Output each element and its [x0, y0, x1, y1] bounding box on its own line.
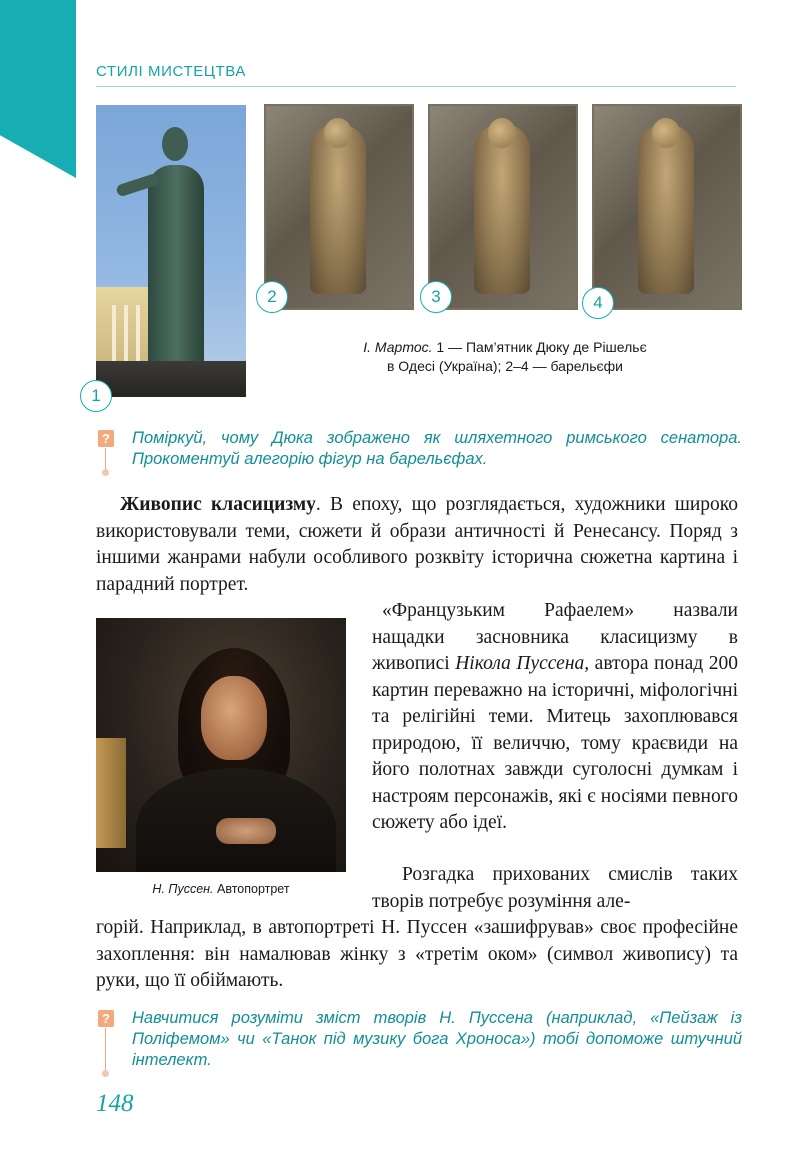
figure-number-2: 2	[256, 281, 288, 313]
bas-relief-3	[428, 104, 578, 310]
monument-caption	[300, 338, 710, 376]
paragraph-allegory-end: горій. Наприклад, в автопортреті Н. Пуссен «зашифрував» своє професійне захоплення: він намалював жінку з «третім оком» (символ живопису) та руки, що її обіймають.	[96, 917, 738, 991]
bas-relief-4	[592, 104, 742, 310]
portrait-caption-title: Автопортрет	[213, 882, 290, 896]
figure-number-3: 3	[420, 281, 452, 313]
paragraph-text: . В епоху, що розглядається, художники широко використовували теми, сюжети й образи античності й Ренесансу. Поряд з іншими жанрами набули особливого розквіту історична сюжетна картина і парадний портрет.	[96, 494, 739, 595]
question-icon: ?	[98, 1010, 114, 1027]
bas-relief-2	[264, 104, 414, 310]
statue-head	[162, 127, 188, 161]
relief-figure	[638, 124, 694, 294]
paragraph-text: «Французьким Рафаелем» назвали нащадки засновника класицизму в живописі	[372, 600, 738, 674]
caption-line-1: 1 — Пам’ятник Дюку де Рішельє	[432, 339, 647, 355]
caption-line-2: в Одесі (Україна); 2–4 — барельєфи	[386, 358, 623, 374]
question-icon: ?	[98, 430, 114, 447]
question-text: Навчитися розуміти зміст творів Н. Пуссена (наприклад, «Пейзаж із Поліфемом» чи «Танок під музику бога Хроноса») тобі допоможе штучний інтелект.	[132, 1009, 742, 1069]
paragraph-classicism	[96, 492, 738, 598]
portrait-caption-author: Н. Пуссен.	[152, 882, 214, 896]
corner-accent	[0, 0, 76, 178]
paragraph-text: , автора понад 200 картин переважно на історичні, міфологічні та релігійні теми. Митець захоплювався природою, її величчю, тому краєвиди на його полотнах завжди суголосні думкам і настроям персонажів, які є носіями певного сюжету або ідеї.	[372, 653, 738, 833]
paragraph-allegory-start: Розгадка прихованих смислів таких творів потребує розуміння але-	[372, 864, 738, 912]
statue-pedestal	[96, 361, 246, 397]
portrait-face	[201, 676, 267, 760]
question-box-1	[96, 428, 746, 476]
title-divider	[96, 86, 736, 87]
relief-figure	[310, 124, 366, 294]
poussin-self-portrait	[96, 618, 346, 872]
portrait-caption	[96, 880, 346, 899]
question-icon-dot	[102, 469, 109, 476]
question-icon-line	[105, 1028, 106, 1072]
duke-monument-photo	[96, 105, 246, 397]
section-heading: Живопис класицизму	[120, 494, 316, 515]
caption-author: І. Мартос.	[363, 339, 433, 355]
section-title: СТИЛІ МИСТЕЦТВА	[96, 63, 247, 80]
page-number: 148	[96, 1090, 134, 1117]
question-box-2	[96, 1008, 746, 1076]
relief-figure	[474, 124, 530, 294]
figure-number-1: 1	[80, 380, 112, 412]
question-icon-dot	[102, 1070, 109, 1077]
question-text: Поміркуй, чому Дюка зображено як шляхетного римського сенатора. Прокоментуй алегорію фігур на барельєфах.	[132, 429, 742, 468]
portrait-frame-detail	[96, 738, 126, 848]
statue-body	[148, 165, 204, 375]
painter-name: Нікола Пуссена	[455, 653, 585, 674]
portrait-hand	[216, 818, 276, 844]
paragraph-poussin	[372, 598, 738, 837]
figure-number-4: 4	[582, 287, 614, 319]
